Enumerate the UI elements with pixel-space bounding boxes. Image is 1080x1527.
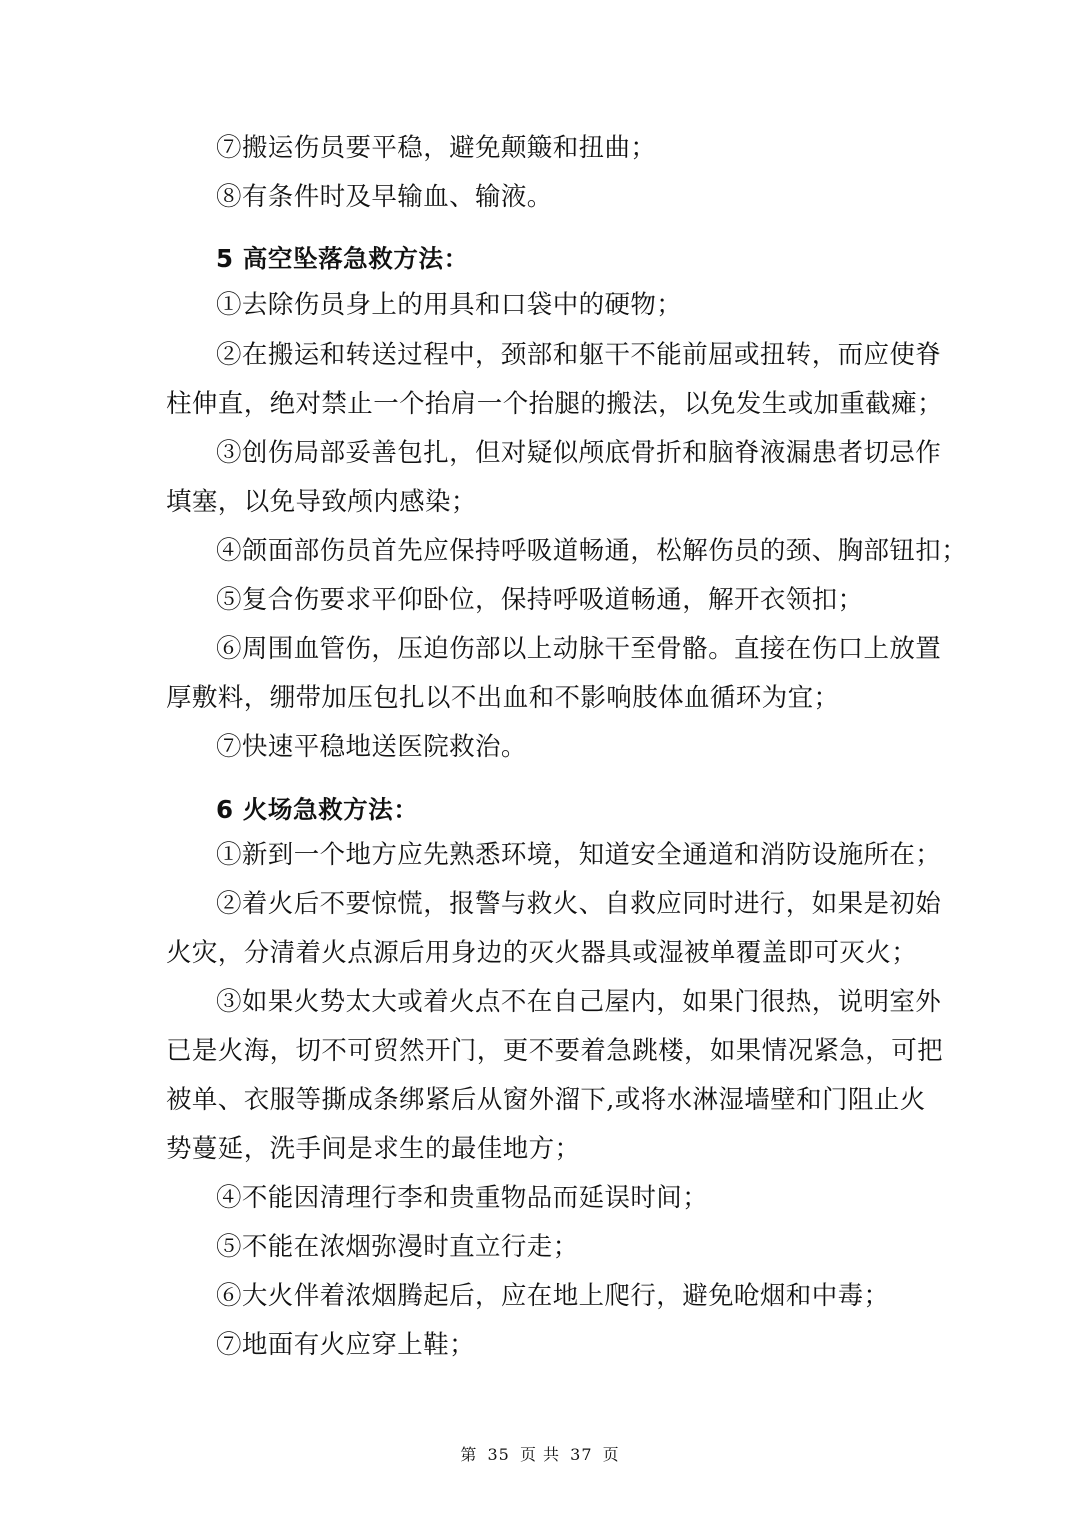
footer-prefix: 第 [460, 1445, 478, 1464]
paragraph-line: ⑥大火伴着浓烟腾起后，应在地上爬行，避免呛烟和中毒； [216, 1281, 890, 1311]
paragraph-line: ③如果火势太大或着火点不在自己屋内，如果门很热，说明室外 [216, 987, 942, 1017]
paragraph-line: ⑧有条件时及早输血、输液。 [216, 182, 553, 212]
paragraph-line: ③创伤局部妥善包扎，但对疑似颅底骨折和脑脊液漏患者切忌作 [216, 438, 942, 468]
footer-suffix: 页 [602, 1445, 620, 1464]
paragraph-line: ⑦地面有火应穿上鞋； [216, 1330, 476, 1360]
section-heading-fall: 5 高空坠落急救方法： [216, 244, 469, 273]
paragraph-line: ②着火后不要惊慌，报警与救火、自救应同时进行，如果是初始 [216, 889, 942, 919]
paragraph-line: 势蔓延，洗手间是求生的最佳地方； [166, 1134, 581, 1164]
paragraph-line: ⑦快速平稳地送医院救治。 [216, 732, 527, 762]
paragraph-line: ④不能因清理行李和贵重物品而延误时间； [216, 1183, 709, 1213]
paragraph-line: ④颌面部伤员首先应保持呼吸道畅通，松解伤员的颈、胸部钮扣； [216, 536, 968, 566]
paragraph-line: ⑥周围血管伤，压迫伤部以上动脉干至骨骼。直接在伤口上放置 [216, 634, 942, 664]
paragraph-line: 厚敷料，绷带加压包扎以不出血和不影响肢体血循环为宜； [166, 683, 840, 713]
paragraph-line: 已是火海，切不可贸然开门，更不要着急跳楼，如果情况紧急，可把 [166, 1036, 944, 1066]
footer-mid: 页 共 [519, 1445, 561, 1464]
footer-total-pages: 37 [570, 1445, 593, 1464]
paragraph-line: ①去除伤员身上的用具和口袋中的硬物； [216, 290, 683, 320]
section-heading-fire: 6 火场急救方法： [216, 795, 419, 824]
paragraph-line: ⑦搬运伤员要平稳，避免颠簸和扭曲； [216, 133, 657, 163]
paragraph-line: ⑤复合伤要求平仰卧位，保持呼吸道畅通，解开衣领扣； [216, 585, 864, 615]
paragraph-line: ①新到一个地方应先熟悉环境，知道安全通道和消防设施所在； [216, 840, 942, 870]
footer-page-number: 35 [487, 1445, 510, 1464]
page-footer [0, 1445, 1080, 1465]
paragraph-line: ②在搬运和转送过程中，颈部和躯干不能前屈或扭转，而应使脊 [216, 340, 942, 370]
paragraph-line: ⑤不能在浓烟弥漫时直立行走； [216, 1232, 579, 1262]
paragraph-line: 柱伸直，绝对禁止一个抬肩一个抬腿的搬法，以免发生或加重截瘫； [166, 389, 944, 419]
paragraph-line: 火灾，分清着火点源后用身边的灭火器具或湿被单覆盖即可灭火； [166, 938, 918, 968]
paragraph-line: 被单、衣服等撕成条绑紧后从窗外溜下,或将水淋湿墙壁和门阻止火 [166, 1085, 926, 1115]
paragraph-line: 填塞，以免导致颅内感染； [166, 487, 477, 517]
